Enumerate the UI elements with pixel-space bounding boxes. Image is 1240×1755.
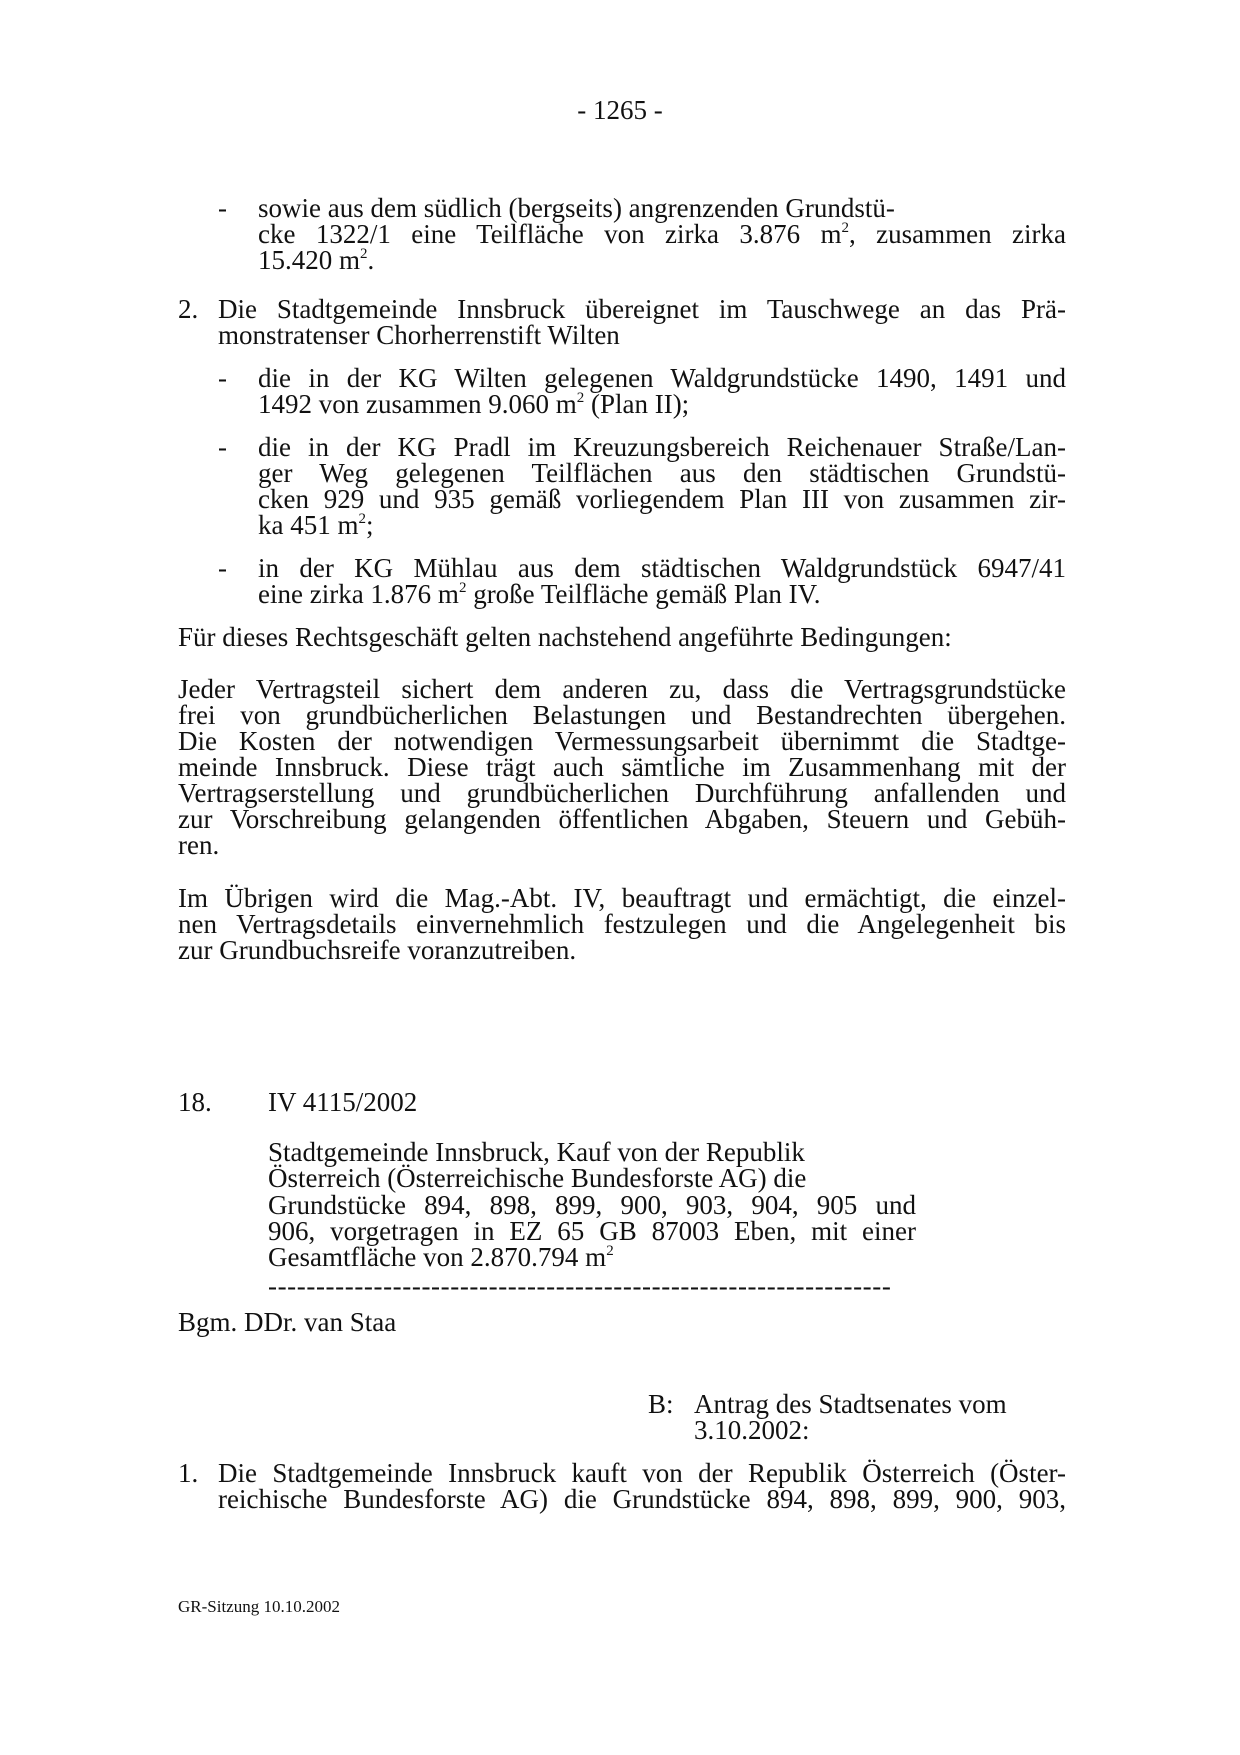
para1-line: meinde Innsbruck. Diese trägt auch sämtliche im Zusammenhang mit der: [178, 752, 1066, 782]
bullet-marker: -: [218, 553, 227, 583]
agenda-item-number: 18.: [178, 1087, 212, 1117]
item-b1-line-1: Die Stadtgemeinde Innsbruck kauft von der Republik Österreich (Öster-: [218, 1458, 1066, 1488]
para1-line: Jeder Vertragsteil sichert dem anderen zu, dass die Vertragsgrundstücke: [178, 674, 1066, 704]
para1-line: ren.: [178, 830, 220, 860]
item2-line-2: monstratenser Chorherrenstift Wilten: [218, 320, 620, 350]
para1-line: Die Kosten der notwendigen Vermessungsarbeit übernimmt die Stadtge-: [178, 726, 1066, 756]
bullet-marker: -: [218, 193, 227, 223]
agenda-title-line: 906, vorgetragen in EZ 65 GB 87003 Eben, mit einer: [268, 1216, 916, 1246]
page-number: - 1265 -: [577, 95, 663, 125]
bullet-2-line-4: ka 451 $m^2$;: [258, 510, 374, 540]
separator-line: -----------------------------------------------------------------: [268, 1271, 892, 1301]
agenda-title-line: Grundstücke 894, 898, 899, 900, 903, 904, 905 und: [268, 1190, 916, 1220]
bullet-1-line-1: die in der KG Wilten gelegenen Waldgrundstücke 1490, 1491 und: [258, 363, 1066, 393]
intro-bullet-line-3: 15.420 $m^2$.: [258, 245, 375, 275]
agenda-title-line: Österreich (Österreichische Bundesforste AG) die: [268, 1163, 807, 1193]
para1-line: frei von grundbücherlichen Belastungen und Bestandrechten übergehen.: [178, 700, 1066, 730]
item-b1-line-2: reichische Bundesforste AG) die Grundstücke 894, 898, 899, 900, 903,: [218, 1484, 1066, 1514]
bullet-marker: -: [218, 363, 227, 393]
para1-line: zur Vorschreibung gelangenden öffentlichen Abgaben, Steuern und Gebüh-: [178, 804, 1066, 834]
item2-line-1: Die Stadtgemeinde Innsbruck übereignet im Tauschwege an das Prä-: [218, 294, 1066, 324]
motion-line-1: Antrag des Stadtsenates vom: [694, 1389, 1007, 1419]
bullet-marker: -: [218, 432, 227, 462]
speaker-name: Bgm. DDr. van Staa: [178, 1307, 397, 1337]
bullet-3-line-2: eine zirka 1.876 $m^2$ große Teilfläche gemäß Plan IV.: [258, 579, 821, 609]
footer-session-date: GR-Sitzung 10.10.2002: [178, 1597, 340, 1616]
bullet-2-line-2: ger Weg gelegenen Teilflächen aus den städtischen Grundstü-: [258, 458, 1066, 488]
motion-label: B:: [648, 1389, 674, 1419]
bullet-2-line-3: cken 929 und 935 gemäß vorliegendem Plan III von zusammen zir-: [258, 484, 1066, 514]
bullet-3-line-1: in der KG Mühlau aus dem städtischen Waldgrundstück 6947/41: [258, 553, 1066, 583]
item-number: 2.: [178, 294, 199, 324]
agenda-title-line: Gesamtfläche von 2.870.794 $m^2$: [268, 1242, 614, 1272]
agenda-item-reference: IV 4115/2002: [268, 1087, 418, 1117]
bullet-2-line-1: die in der KG Pradl im Kreuzungsbereich Reichenauer Straße/Lan-: [258, 432, 1066, 462]
conditions-intro: Für dieses Rechtsgeschäft gelten nachstehend angeführte Bedingungen:: [178, 622, 952, 652]
agenda-title-line: Stadtgemeinde Innsbruck, Kauf von der Republik: [268, 1137, 805, 1167]
item-number: 1.: [178, 1458, 199, 1488]
intro-bullet-line-2: cke 1322/1 eine Teilfläche von zirka 3.876 $m^2$, zusammen zirka: [258, 219, 1066, 249]
para2-line: zur Grundbuchsreife voranzutreiben.: [178, 935, 577, 965]
para2-line: nen Vertragsdetails einvernehmlich festzulegen und die Angelegenheit bis: [178, 909, 1066, 939]
motion-line-2: 3.10.2002:: [694, 1415, 810, 1445]
intro-bullet-line-1: sowie aus dem südlich (bergseits) angrenzenden Grundstü-: [258, 193, 895, 223]
bullet-1-line-2: 1492 von zusammen 9.060 $m^2$ (Plan II);: [258, 389, 690, 419]
para2-line: Im Übrigen wird die Mag.-Abt. IV, beauftragt und ermächtigt, die einzel-: [178, 883, 1066, 913]
para1-line: Vertragserstellung und grundbücherlichen Durchführung anfallenden und: [178, 778, 1066, 808]
